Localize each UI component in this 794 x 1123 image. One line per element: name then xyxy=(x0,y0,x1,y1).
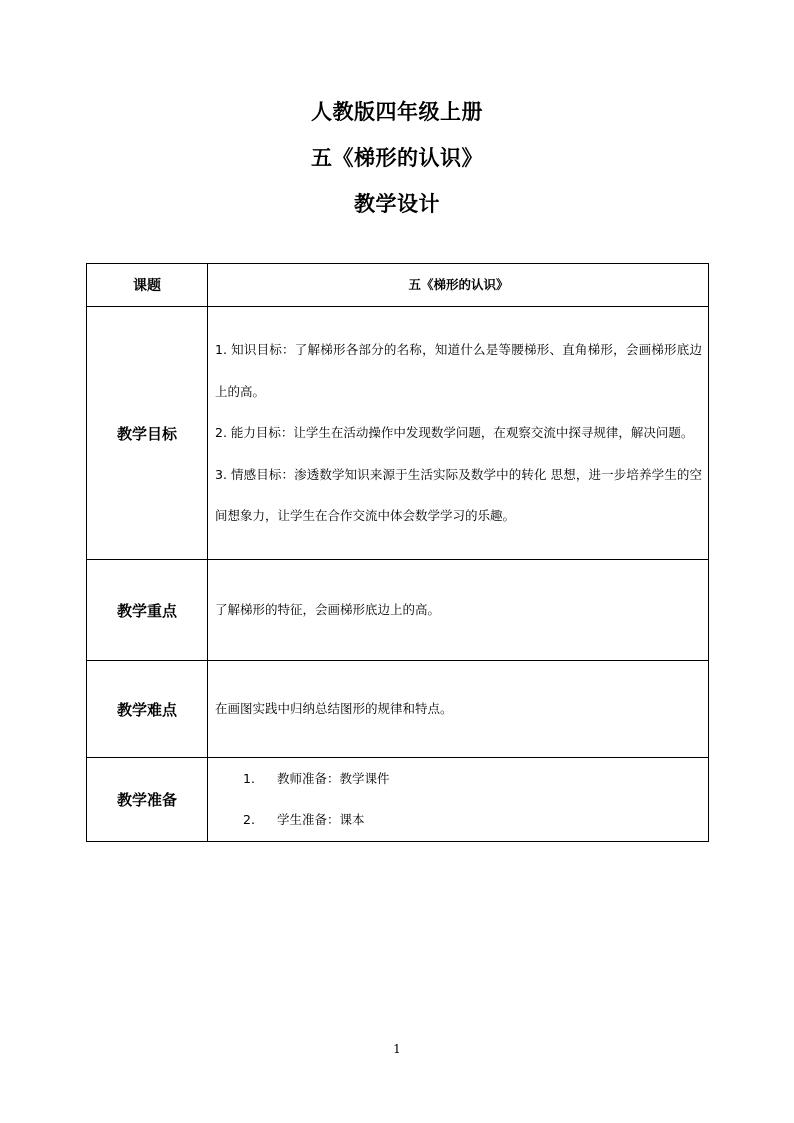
preparation-content xyxy=(208,758,709,842)
topic-value: 五《梯形的认识》 xyxy=(208,264,709,307)
goal-ability: 2. 能力目标：让学生在活动操作中发现数学问题，在观察交流中探寻规律，解决问题。 xyxy=(215,425,694,441)
goal-knowledge: 1. 知识目标：了解梯形各部分的名称，知道什么是等腰梯形、直角梯形，会画梯形底边上的高。 xyxy=(215,342,702,399)
difficulties-row xyxy=(87,661,709,758)
preparation-row xyxy=(87,758,709,842)
goals-label: 教学目标 xyxy=(87,307,208,560)
preparation-item-number: 1. xyxy=(243,771,255,786)
key-points-row xyxy=(87,560,709,661)
goals-content xyxy=(208,307,709,560)
title-line-grade: 人教版四年级上册 xyxy=(311,100,483,124)
topic-row xyxy=(87,264,709,307)
document-title xyxy=(0,100,794,238)
topic-label: 课题 xyxy=(87,264,208,307)
lesson-plan-table xyxy=(86,263,709,842)
key-points-label: 教学重点 xyxy=(87,560,208,661)
goal-emotion: 3. 情感目标：渗透数学知识来源于生活实际及数学中的转化 思想，进一步培养学生的空间想象力，让学生在合作交流中体会数学学习的乐趣。 xyxy=(215,466,702,524)
preparation-item-text: 教师准备：教学课件 xyxy=(277,771,390,786)
preparation-item xyxy=(243,769,702,789)
key-points-value: 了解梯形的特征，会画梯形底边上的高。 xyxy=(208,560,709,661)
title-line-design: 教学设计 xyxy=(354,192,440,216)
page-number: 1 xyxy=(393,1042,401,1056)
difficulties-value: 在画图实践中归纳总结图形的规律和特点。 xyxy=(208,661,709,758)
goals-row xyxy=(87,307,709,560)
preparation-item-number: 2. xyxy=(243,812,255,827)
preparation-item xyxy=(243,810,702,830)
title-line-lesson: 五《梯形的认识》 xyxy=(311,146,483,170)
preparation-label: 教学准备 xyxy=(87,758,208,842)
difficulties-label: 教学难点 xyxy=(87,661,208,758)
preparation-item-text: 学生准备：课本 xyxy=(277,812,365,827)
